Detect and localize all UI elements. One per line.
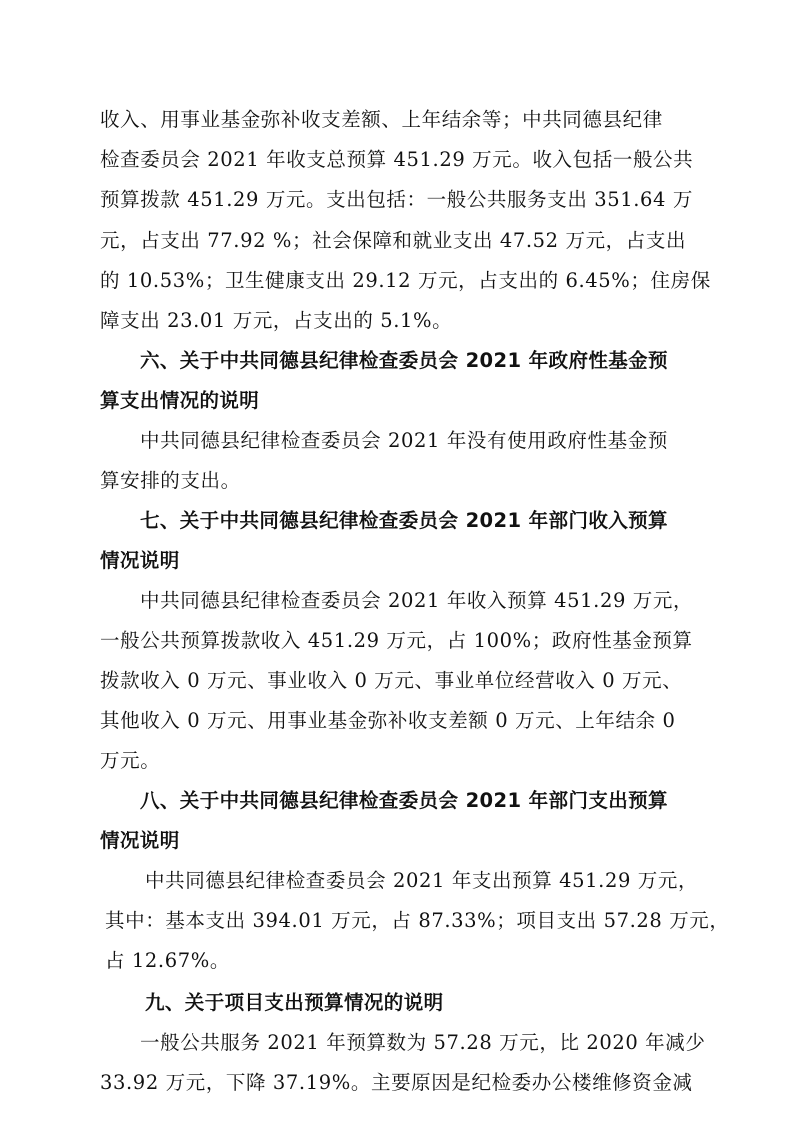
section-heading: 九、关于项目支出预算情况的说明	[145, 991, 444, 1014]
text-line: 其中：基本支出 394.01 万元，占 87.33%；项目支出 57.28 万元，	[105, 909, 730, 932]
text-line: 收入、用事业基金弥补收支差额、上年结余等；中共同德县纪律	[100, 108, 663, 131]
text-line: 拨款收入 0 万元、事业收入 0 万元、事业单位经营收入 0 万元、	[100, 669, 683, 692]
text-line: 万元。	[100, 749, 161, 772]
section-heading: 八、关于中共同德县纪律检查委员会 2021 年部门支出预算	[140, 789, 668, 812]
text-line: 检查委员会 2021 年收支总预算 451.29 万元。收入包括一般公共	[100, 148, 694, 171]
text-line: 元，占支出 77.92 %；社会保障和就业支出 47.52 万元，占支出	[100, 229, 687, 252]
section-heading: 六、关于中共同德县纪律检查委员会 2021 年政府性基金预	[140, 349, 668, 372]
text-line: 中共同德县纪律检查委员会 2021 年没有使用政府性基金预	[140, 429, 668, 452]
section-heading: 情况说明	[100, 829, 180, 852]
text-line: 一般公共预算拨款收入 451.29 万元，占 100%；政府性基金预算	[100, 629, 693, 652]
text-line: 障支出 23.01 万元，占支出的 5.1%。	[100, 309, 453, 332]
text-line: 算安排的支出。	[100, 469, 241, 492]
text-line: 其他收入 0 万元、用事业基金弥补收支差额 0 万元、上年结余 0	[100, 709, 676, 732]
section-heading: 七、关于中共同德县纪律检查委员会 2021 年部门收入预算	[140, 509, 668, 532]
section-heading: 情况说明	[100, 549, 180, 572]
text-line: 中共同德县纪律检查委员会 2021 年支出预算 451.29 万元，	[145, 869, 699, 892]
text-line: 一般公共服务 2021 年预算数为 57.28 万元，比 2020 年减少	[140, 1031, 706, 1054]
text-line: 的 10.53%；卫生健康支出 29.12 万元，占支出的 6.45%；住房保	[100, 269, 711, 292]
text-line: 预算拨款 451.29 万元。支出包括：一般公共服务支出 351.64 万	[100, 188, 693, 211]
text-line: 中共同德县纪律检查委员会 2021 年收入预算 451.29 万元，	[140, 589, 694, 612]
text-line: 33.92 万元，下降 37.19%。主要原因是纪检委办公楼维修资金减	[100, 1071, 693, 1094]
section-heading: 算支出情况的说明	[100, 389, 260, 412]
text-line: 占 12.67%。	[105, 949, 230, 972]
